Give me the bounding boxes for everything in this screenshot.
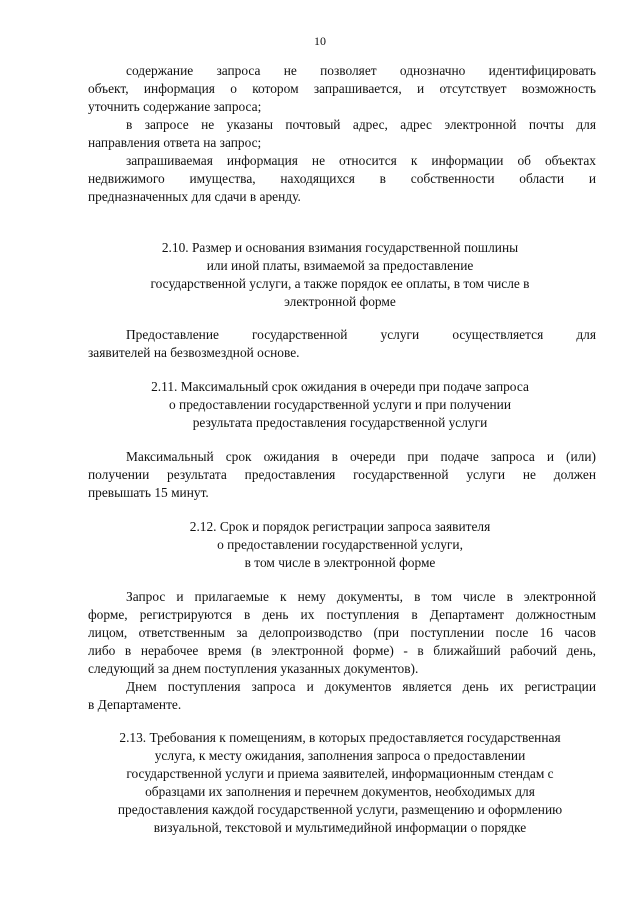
page-number: 10 <box>314 34 326 48</box>
intro-line-5: направления ответа на запрос; <box>88 135 262 150</box>
section-2-11-body-line-3: превышать 15 минут. <box>88 485 209 500</box>
section-2-11-heading-line-2: о предоставлении государственной услуги и при получении <box>169 397 511 412</box>
section-2-10-heading-line-1: 2.10. Размер и основания взимания государственной пошлины <box>161 240 519 255</box>
section-2-12-heading-line-3: в том числе в электронной форме <box>244 555 436 570</box>
section-2-12-heading-line-1: 2.12. Срок и порядок регистрации запроса заявителя <box>189 519 491 534</box>
section-2-10-heading-line-2: или иной платы, взимаемой за предоставление <box>206 258 474 273</box>
section-2-11-body-line-2: получении результата предоставления государственной услуги не должен <box>88 467 596 482</box>
section-2-13-heading-line-4: образцами их заполнения и перечнем документов, необходимых для <box>145 784 535 799</box>
section-2-12-body-line-2: форме, регистрируются в день их поступления в Департамент должностным <box>88 607 596 622</box>
section-2-11-heading-line-1: 2.11. Максимальный срок ожидания в очереди при подаче запроса <box>151 379 529 394</box>
section-2-13-heading-line-3: государственной услуги и приема заявителей, информационным стендам с <box>126 766 554 781</box>
section-2-13-heading-line-5: предоставления каждой государственной услуги, размещению и оформлению <box>117 802 563 817</box>
intro-line-2: объект, информация о котором запрашивается, и отсутствует возможность <box>88 81 596 96</box>
intro-line-4: в запросе не указаны почтовый адрес, адрес электронной почты для <box>126 117 596 132</box>
section-2-12-body-line-7: в Департаменте. <box>88 697 182 712</box>
intro-line-8: предназначенных для сдачи в аренду. <box>88 189 301 204</box>
section-2-12-body-line-3: лицом, ответственным за делопроизводство (при поступлении после 16 часов <box>88 625 596 640</box>
section-2-10-heading-line-3: государственной услуги, а также порядок ее оплаты, в том числе в <box>150 276 530 291</box>
section-2-12-body-line-5: следующий за днем поступления указанных документов). <box>88 661 419 676</box>
section-2-11-heading-line-3: результата предоставления государственной услуги <box>192 415 488 430</box>
intro-line-3: уточнить содержание запроса; <box>88 99 262 114</box>
intro-line-6: запрашиваемая информация не относится к информации об объектах <box>126 153 596 168</box>
section-2-13-heading-line-2: услуга, к месту ожидания, заполнения запроса о предоставлении <box>154 748 526 763</box>
section-2-13-heading-line-1: 2.13. Требования к помещениям, в которых предоставляется государственная <box>119 730 561 745</box>
section-2-12-body-line-6: Днем поступления запроса и документов является день их регистрации <box>126 679 596 694</box>
section-2-13-heading-line-6: визуальной, текстовой и мультимедийной информации о порядке <box>153 820 527 835</box>
section-2-11-body-line-1: Максимальный срок ожидания в очереди при подаче запроса и (или) <box>126 449 596 464</box>
section-2-10-heading-line-4: электронной форме <box>284 294 396 309</box>
section-2-10-body-line-2: заявителей на безвозмездной основе. <box>88 345 300 360</box>
intro-line-7: недвижимого имущества, находящихся в собственности области и <box>88 171 596 186</box>
section-2-12-heading-line-2: о предоставлении государственной услуги, <box>217 537 463 552</box>
section-2-10-body-line-1: Предоставление государственной услуги осуществляется для <box>126 327 596 342</box>
section-2-12-body-line-1: Запрос и прилагаемые к нему документы, в том числе в электронной <box>126 589 596 604</box>
section-2-12-body-line-4: либо в нерабочее время (в электронной форме) - в ближайший рабочий день, <box>88 643 596 658</box>
intro-line-1: содержание запроса не позволяет однозначно идентифицировать <box>126 63 596 78</box>
